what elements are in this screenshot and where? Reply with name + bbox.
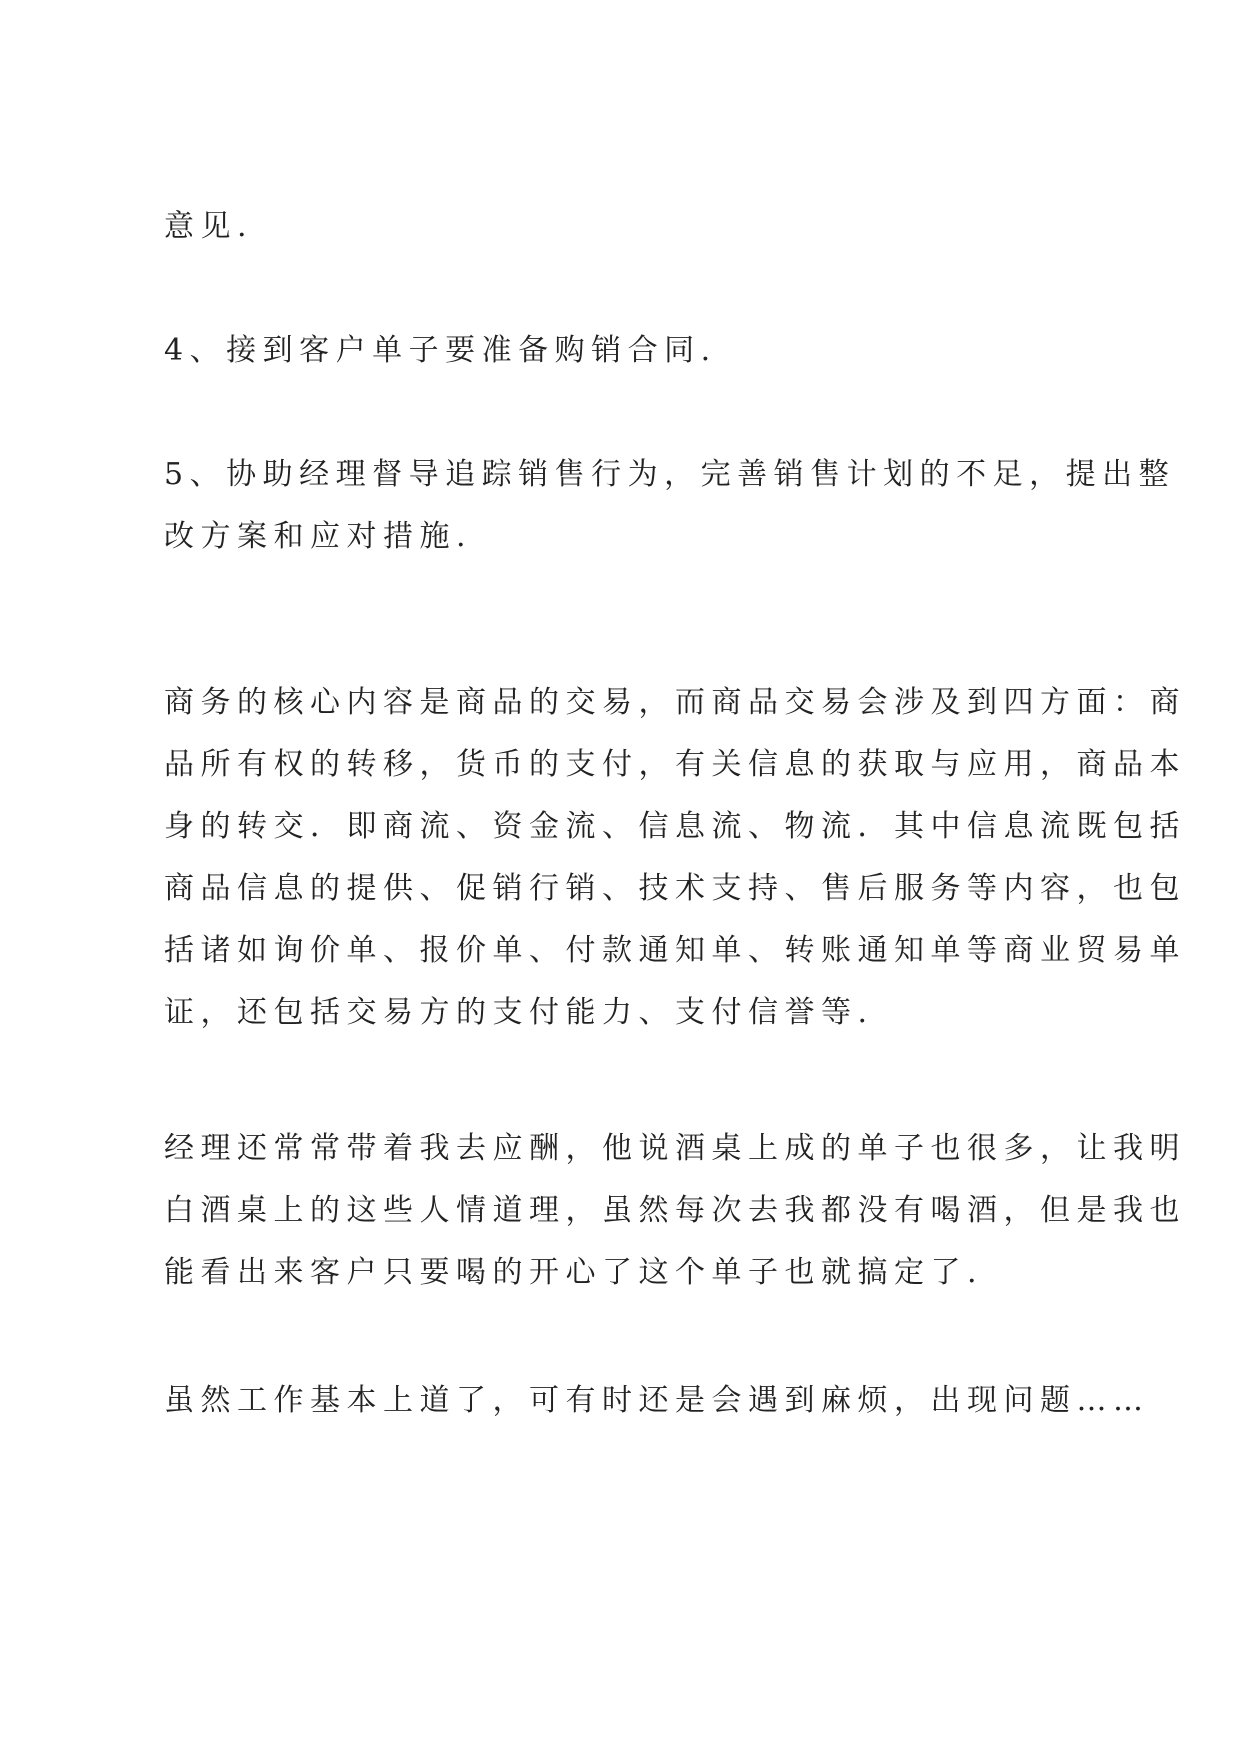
text-line: 能看出来客户只要喝的开心了这个单子也就搞定了. — [164, 1255, 984, 1290]
paragraph-manager-dinner — [164, 1118, 1186, 1304]
text-line: 身的转交．即商流、资金流、信息流、物流．其中信息流既包括 — [164, 809, 1186, 844]
text-line: 品所有权的转移，货币的支付，有关信息的获取与应用，商品本 — [164, 747, 1186, 782]
text-line: 改方案和应对措施. — [164, 519, 473, 554]
paragraph-opinion — [164, 196, 1094, 258]
text-line: 经理还常常带着我去应酬，他说酒桌上成的单子也很多，让我明 — [164, 1131, 1186, 1166]
text-line: 括诸如询价单、报价单、付款通知单、转账通知单等商业贸易单 — [164, 933, 1186, 968]
text-line: 商品信息的提供、促销行销、技术支持、售后服务等内容，也包 — [164, 871, 1186, 906]
text-line: 证，还包括交易方的支付能力、支付信誉等. — [164, 995, 874, 1030]
paragraph-item-5 — [164, 444, 1176, 568]
text-line: 虽然工作基本上道了，可有时还是会遇到麻烦，出现问题…… — [164, 1383, 1150, 1418]
text-line: 意见. — [164, 209, 254, 244]
text-line: 5、协助经理督导追踪销售行为，完善销售计划的不足，提出整 — [164, 457, 1176, 492]
paragraph-problems — [164, 1370, 1150, 1432]
text-line: 4、接到客户单子要准备购销合同. — [164, 333, 717, 368]
text-line: 商务的核心内容是商品的交易，而商品交易会涉及到四方面：商 — [164, 685, 1186, 720]
text-line: 白酒桌上的这些人情道理，虽然每次去我都没有喝酒，但是我也 — [164, 1193, 1186, 1228]
paragraph-item-4 — [164, 320, 1094, 382]
paragraph-commerce-core — [164, 672, 1186, 1044]
